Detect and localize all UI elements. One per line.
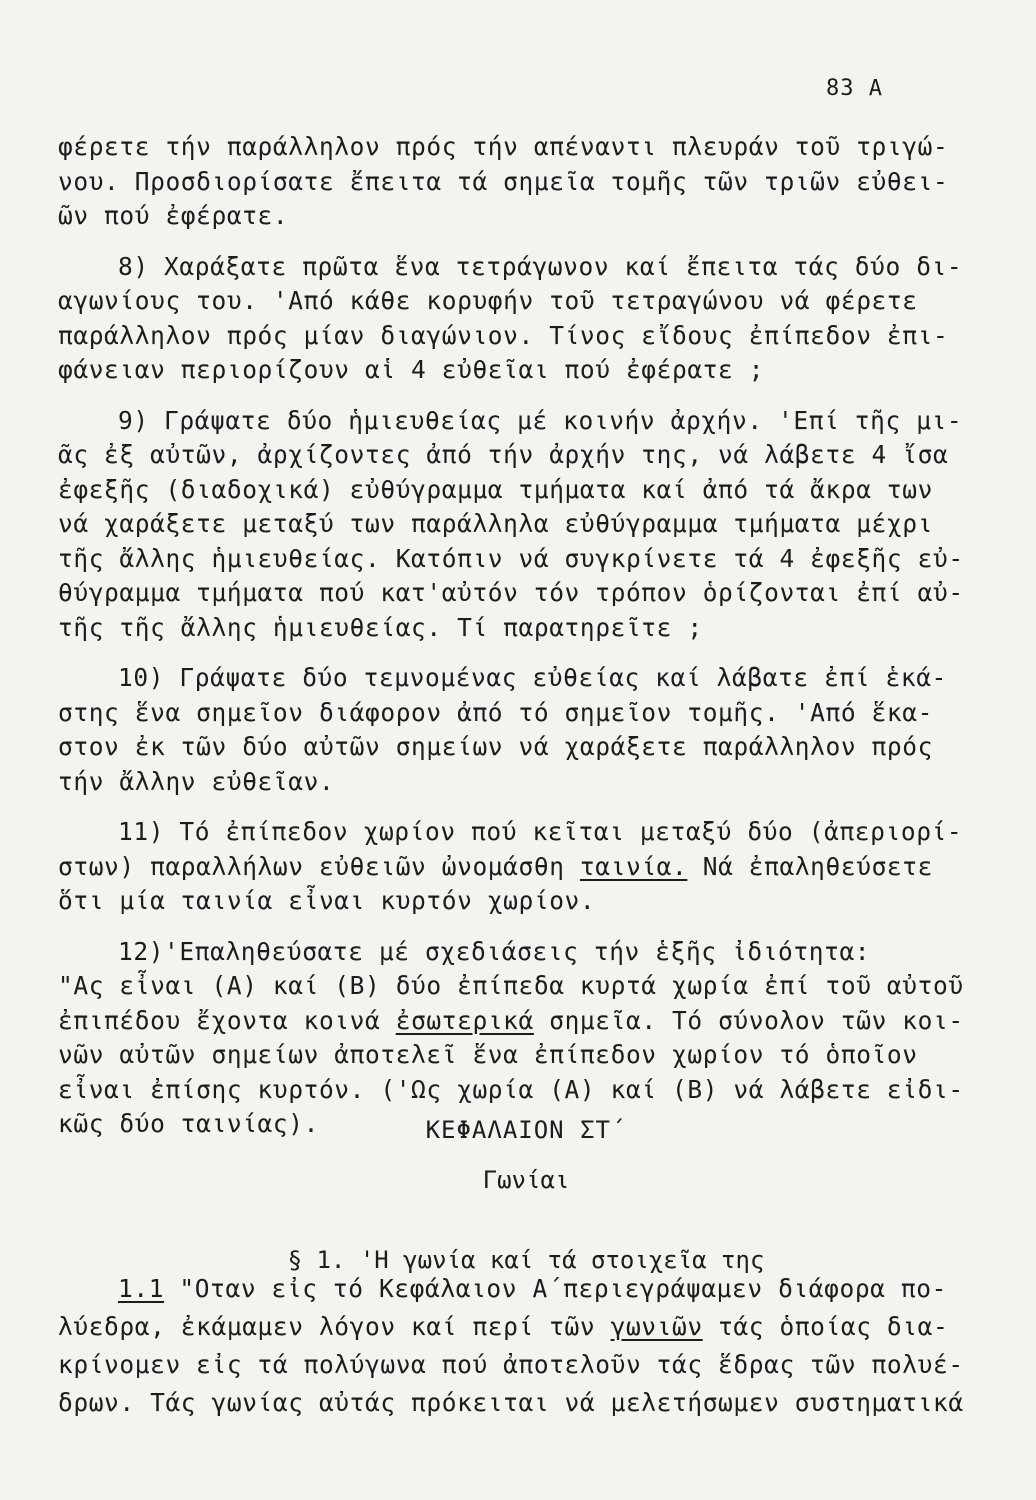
text-line: 11) Τό ἐπίπεδον χωρίον πού κεῖται μεταξύ δύο (ἀπεριορί- xyxy=(118,817,963,846)
paragraph-gap xyxy=(58,799,918,815)
text-line: λύεδρα, ἐκάμαμεν λόγον καί περί τῶν γωνιῶν τάς ὁποίας δια- xyxy=(58,1312,949,1341)
text-line: στης ἕνα σημεῖον διάφορον ἀπό τό σημεῖον τομῆς. 'Από ἕκα- xyxy=(58,697,933,727)
paragraph-gap xyxy=(58,234,918,250)
text-line: θύγραμμα τμήματα πού κατ'αὐτόν τόν τρόπον ὁρίζονται ἐπί αὐ- xyxy=(58,578,964,607)
paragraph-gap xyxy=(58,919,918,935)
chapter-heading xyxy=(0,1110,1036,1280)
text-line: φέρετε τήν παράλληλον πρός τήν απέναντι πλευράν τοῦ τριγώ- xyxy=(58,132,949,161)
text-line: εἶναι ἐπίσης κυρτόν. ('Ως χωρία (Α) καί (Β) νά λάβετε εἰδι- xyxy=(58,1074,964,1104)
text-line: ὅτι μία ταινία εἶναι κυρτόν χωρίον. xyxy=(58,886,596,915)
text-line: τῆς ἄλλης ἡμιευθείας. Κατόπιν νά συγκρίνετε τά 4 ἐφεξῆς εὐ- xyxy=(58,543,964,573)
section-paragraph xyxy=(58,1270,964,1422)
text-line: νου. Προσδιορίσατε ἔπειτα τά σημεῖα τομῆς τῶν τριῶν εὐθει- xyxy=(58,166,949,196)
text-line: δρων. Τάς γωνίας αὐτάς πρόκειται νά μελετήσωμεν συστηματικά xyxy=(58,1388,964,1417)
chapter-subtitle: Γωνίαι xyxy=(482,1166,570,1194)
text-line: φάνειαν περιορίζουν αἱ 4 εὐθεῖαι πού ἐφέρατε ; xyxy=(58,355,765,384)
chapter-title: ΚΕΦΑΛΑΙΟΝ ΣΤ΄ xyxy=(425,1116,627,1144)
text-line: κῶς δύο ταινίας). xyxy=(58,1109,319,1138)
exercise-list xyxy=(58,130,964,1142)
text-line: ἐφεξῆς (διαδοχικά) εὐθύγραμμα τμήματα καί ἀπό τά ἄκρα των xyxy=(58,474,933,504)
text-line: νῶν αὐτῶν σημείων ἀποτελεῖ ἕνα ἐπίπεδον χωρίον τό ὁποῖον xyxy=(58,1040,918,1069)
text-line: στον ἐκ τῶν δύο αὐτῶν σημείων νά χαράξετε παράλληλον πρός xyxy=(58,732,933,761)
text-line: παράλληλον πρός μίαν διαγώνιον. Τίνος εἴδους ἐπίπεδον ἐπι- xyxy=(58,320,949,350)
text-line: ἐπιπέδου ἔχοντα κοινά ἐσωτερικά σημεῖα. Τό σύνολον τῶν κοι- xyxy=(58,1005,964,1035)
text-line: 8) Χαράξατε πρῶτα ἕνα τετράγωνον καί ἔπειτα τάς δύο δι- xyxy=(118,251,963,281)
text-line: 9) Γράψατε δύο ἡμιευθείας μέ κοινήν ἀρχήν. 'Επί τῆς μι- xyxy=(118,405,963,435)
text-line: 12)'Επαληθεύσατε μέ σχεδιάσεις τήν ἑξῆς ἰδιότητα: xyxy=(118,936,871,966)
underlined-term: ἐσωτερικά xyxy=(395,1005,534,1035)
text-line: ῶν πού ἐφέρατε. xyxy=(58,201,289,230)
text-line: 1.1 "Οταν εἰς τό Κεφάλαιον Α΄περιεγράψαμεν διάφορα πο- xyxy=(118,1274,947,1303)
text-line: "Ας εἶναι (Α) καί (Β) δύο ἐπίπεδα κυρτά χωρία ἐπί τοῦ αὐτοῦ xyxy=(58,971,964,1000)
page-number: 83 Α xyxy=(826,76,883,101)
text-line: στων) παραλλήλων εὐθειῶν ὠνομάσθη ταινία. Νά ἐπαληθεύσετε xyxy=(58,851,933,881)
text-line: τῆς τῆς ἄλλης ἡμιευθείας. Τί παρατηρεῖτε ; xyxy=(58,612,703,642)
text-line: κρίνομεν εἰς τά πολύγωνα πού ἀποτελοῦν τάς ἕδρας τῶν πολυέ- xyxy=(58,1350,964,1379)
text-line: νά χαράξετε μεταξύ των παράλληλα εὐθύγραμμα τμήματα μέχρι xyxy=(58,509,933,538)
underlined-term: ταινία. xyxy=(579,851,688,881)
section-title: § 1. 'Η γωνία καί τά στοιχεῖα της xyxy=(287,1246,765,1274)
underlined-term: γωνιῶν xyxy=(610,1312,703,1341)
text-line: αγωνίους του. 'Από κάθε κορυφήν τοῦ τετραγώνου νά φέρετε xyxy=(58,286,918,315)
text-line: ᾶς ἐξ αὐτῶν, ἀρχίζοντες ἀπό τήν ἀρχήν της, νά λάβετε 4 ἴσα xyxy=(58,440,949,469)
paragraph-gap xyxy=(58,388,918,404)
text-line: τήν ἄλλην εὐθεῖαν. xyxy=(58,766,335,796)
paragraph-gap xyxy=(58,645,918,661)
underlined-term: 1.1 xyxy=(118,1274,165,1303)
text-line: 10) Γράψατε δύο τεμνομένας εὐθείας καί λάβατε ἐπί ἑκά- xyxy=(118,663,947,692)
